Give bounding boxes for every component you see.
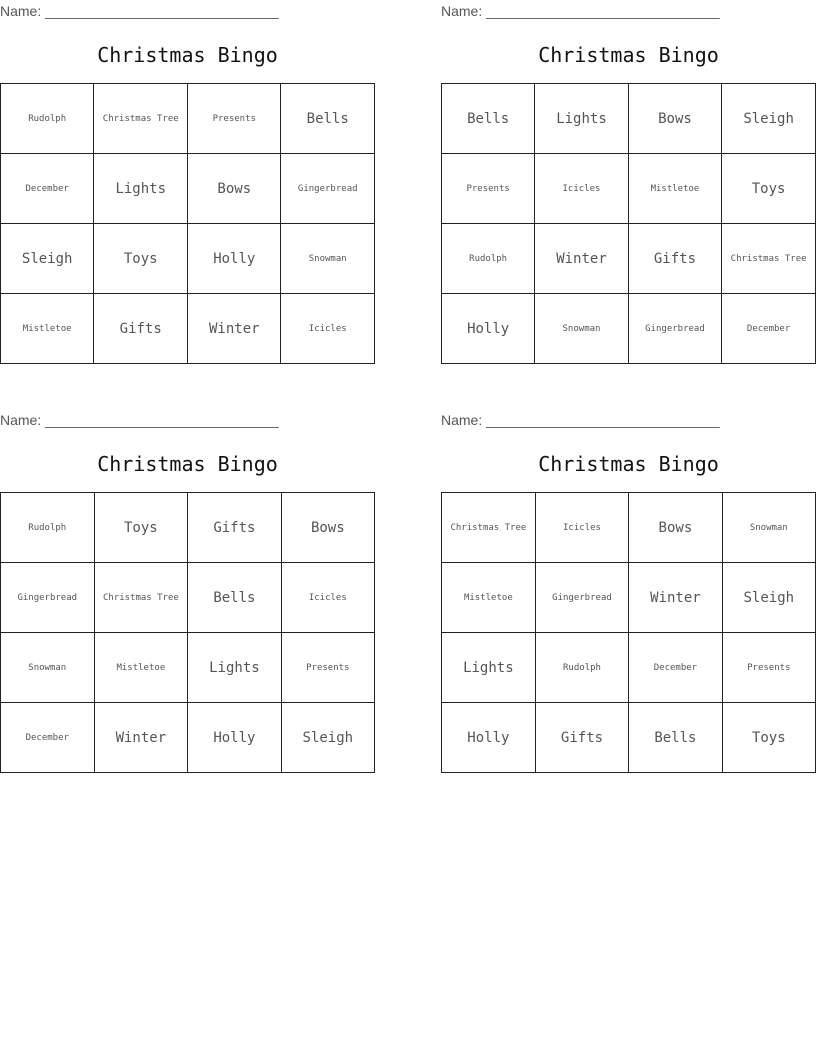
name-field[interactable]: Name: ______________________________ (441, 412, 720, 428)
bingo-cell[interactable]: Lights (188, 633, 281, 703)
bingo-cell[interactable]: Rudolph (535, 633, 629, 703)
bingo-row (442, 563, 816, 633)
bingo-cell[interactable]: Gifts (535, 703, 629, 773)
bingo-grid (441, 492, 816, 773)
card-title: Christmas Bingo (97, 452, 278, 476)
bingo-cell[interactable]: Icicles (535, 154, 628, 224)
bingo-row (442, 154, 816, 224)
bingo-cell[interactable]: Christmas Tree (94, 563, 188, 633)
bingo-cell[interactable]: Toys (722, 154, 816, 224)
bingo-row (442, 84, 816, 154)
bingo-cell[interactable]: Presents (442, 154, 535, 224)
bingo-cell[interactable]: Holly (442, 294, 535, 364)
name-field[interactable]: Name: ______________________________ (0, 412, 279, 428)
bingo-cell[interactable]: Winter (629, 563, 722, 633)
bingo-card (0, 409, 375, 773)
bingo-cell[interactable]: Holly (442, 703, 536, 773)
bingo-cell[interactable]: Gifts (94, 294, 188, 364)
bingo-row (1, 703, 375, 773)
bingo-cell[interactable]: Gingerbread (535, 563, 629, 633)
bingo-cell[interactable]: Lights (535, 84, 628, 154)
card-title: Christmas Bingo (538, 43, 719, 67)
bingo-row (442, 703, 816, 773)
bingo-cell[interactable]: Presents (722, 633, 815, 703)
bingo-row (442, 294, 816, 364)
bingo-cell[interactable]: Sleigh (281, 703, 374, 773)
bingo-cell[interactable]: Bells (281, 84, 375, 154)
bingo-card (441, 409, 816, 773)
bingo-cell[interactable]: December (1, 703, 95, 773)
card-title: Christmas Bingo (97, 43, 278, 67)
bingo-cell[interactable]: Christmas Tree (722, 224, 816, 294)
bingo-cell[interactable]: Mistletoe (442, 563, 536, 633)
bingo-cell[interactable]: Bells (442, 84, 535, 154)
bingo-cell[interactable]: Holly (188, 224, 281, 294)
bingo-cell[interactable]: Winter (188, 294, 281, 364)
bingo-cell[interactable]: Christmas Tree (442, 493, 536, 563)
bingo-grid (0, 492, 375, 773)
bingo-cell[interactable]: Snowman (281, 224, 375, 294)
bingo-row (1, 563, 375, 633)
bingo-card (0, 0, 375, 364)
bingo-row (442, 633, 816, 703)
bingo-cell[interactable]: December (629, 633, 722, 703)
bingo-cell[interactable]: Bows (629, 493, 722, 563)
bingo-cell[interactable]: Winter (94, 703, 188, 773)
bingo-cell[interactable]: Rudolph (1, 493, 95, 563)
bingo-row (1, 154, 375, 224)
bingo-row (1, 493, 375, 563)
bingo-cell[interactable]: Sleigh (1, 224, 94, 294)
bingo-cell[interactable]: Bells (629, 703, 722, 773)
bingo-cell[interactable]: Christmas Tree (94, 84, 188, 154)
bingo-row (1, 633, 375, 703)
bingo-card (441, 0, 816, 364)
bingo-cell[interactable]: Rudolph (1, 84, 94, 154)
bingo-cell[interactable]: Gingerbread (1, 563, 95, 633)
bingo-cell[interactable]: Snowman (1, 633, 95, 703)
bingo-cell[interactable]: Icicles (535, 493, 629, 563)
bingo-cell[interactable]: Mistletoe (94, 633, 188, 703)
bingo-row (442, 224, 816, 294)
bingo-cell[interactable]: Snowman (722, 493, 815, 563)
bingo-cell[interactable]: Toys (94, 224, 188, 294)
bingo-cell[interactable]: Icicles (281, 294, 375, 364)
bingo-cell[interactable]: Gingerbread (281, 154, 375, 224)
bingo-cell[interactable]: Holly (188, 703, 281, 773)
bingo-cell[interactable]: Lights (94, 154, 188, 224)
bingo-cell[interactable]: Bows (628, 84, 722, 154)
bingo-row (442, 493, 816, 563)
bingo-cell[interactable]: Gifts (188, 493, 281, 563)
name-field[interactable]: Name: ______________________________ (441, 3, 720, 19)
bingo-cell[interactable]: Lights (442, 633, 536, 703)
bingo-cell[interactable]: December (1, 154, 94, 224)
bingo-cell[interactable]: Icicles (281, 563, 374, 633)
bingo-cell[interactable]: Presents (188, 84, 281, 154)
bingo-cell[interactable]: Toys (722, 703, 815, 773)
bingo-row (1, 294, 375, 364)
bingo-cell[interactable]: Winter (535, 224, 628, 294)
card-title: Christmas Bingo (538, 452, 719, 476)
bingo-cell[interactable]: December (722, 294, 816, 364)
bingo-cell[interactable]: Sleigh (722, 84, 816, 154)
bingo-cell[interactable]: Bells (188, 563, 281, 633)
bingo-row (1, 224, 375, 294)
name-field[interactable]: Name: ______________________________ (0, 3, 279, 19)
bingo-cell[interactable]: Mistletoe (628, 154, 722, 224)
bingo-cell[interactable]: Toys (94, 493, 188, 563)
bingo-cell[interactable]: Snowman (535, 294, 628, 364)
bingo-cell[interactable]: Bows (188, 154, 281, 224)
bingo-cell[interactable]: Mistletoe (1, 294, 94, 364)
bingo-cell[interactable]: Gifts (628, 224, 722, 294)
bingo-grid (0, 83, 375, 364)
bingo-cell[interactable]: Gingerbread (628, 294, 722, 364)
bingo-cell[interactable]: Sleigh (722, 563, 815, 633)
bingo-cell[interactable]: Bows (281, 493, 374, 563)
bingo-cell[interactable]: Presents (281, 633, 374, 703)
bingo-grid (441, 83, 816, 364)
bingo-row (1, 84, 375, 154)
bingo-cell[interactable]: Rudolph (442, 224, 535, 294)
